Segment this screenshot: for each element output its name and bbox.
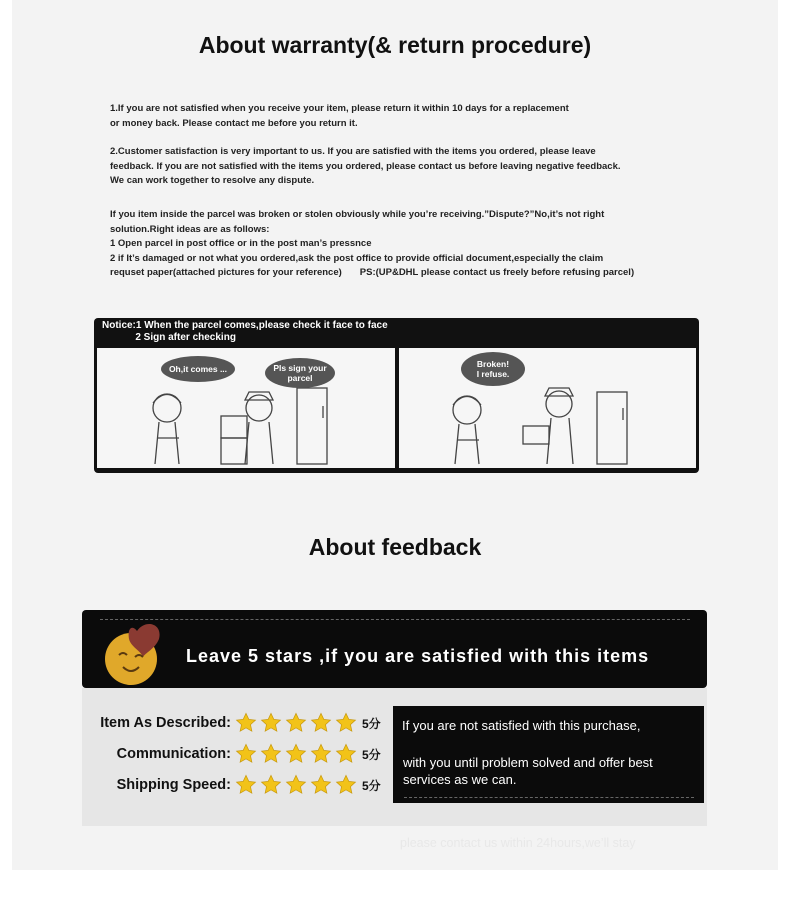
ghost-text: please contact us within 24hours,we’ll stay bbox=[400, 836, 636, 850]
speech-bubble-refuse: Broken! I refuse. bbox=[461, 352, 525, 386]
star-icon bbox=[260, 743, 282, 765]
star-icon bbox=[260, 774, 282, 796]
star-icon bbox=[235, 774, 257, 796]
banner-divider bbox=[100, 619, 690, 620]
star-icon bbox=[285, 712, 307, 734]
star-icon bbox=[285, 774, 307, 796]
comic-panel-refuse bbox=[399, 348, 696, 468]
star-icon bbox=[310, 774, 332, 796]
star-icon bbox=[310, 712, 332, 734]
warranty-paragraph-2: 2.Customer satisfaction is very important to us. If you are satisfied with the items you ordered, please leave feedback. If you are not satisfied with the items you ordered, please contact us before leaving negative feedback. We can work together to resolve any dispute. bbox=[110, 146, 621, 186]
rating-row bbox=[86, 712, 381, 734]
star-icon bbox=[335, 712, 357, 734]
rating-row bbox=[86, 774, 381, 796]
message-divider bbox=[404, 797, 694, 798]
message-line-1: If you are not satisfied with this purchase, bbox=[402, 718, 641, 733]
rating-row bbox=[86, 743, 381, 765]
notice-text: Notice:1 When the parcel comes,please check it face to face 2 Sign after checking bbox=[102, 320, 388, 343]
warranty-paragraph-3 bbox=[110, 208, 710, 281]
warranty-paragraph-1: 1.If you are not satisfied when you receive your item, please return it within 10 days for a replacement or money back. Please contact me before you return it. bbox=[110, 103, 569, 129]
rating-score: 5分 bbox=[362, 747, 381, 762]
message-line-2: with you until problem solved and offer best services as we can. bbox=[403, 755, 653, 787]
sign-scene-illustration bbox=[97, 348, 395, 468]
rating-score: 5分 bbox=[362, 716, 381, 731]
star-icon bbox=[260, 712, 282, 734]
star-icon bbox=[310, 743, 332, 765]
refuse-scene-illustration bbox=[399, 348, 696, 468]
feedback-banner-text: Leave 5 stars ,if you are satisfied with this items bbox=[186, 646, 650, 666]
rating-score: 5分 bbox=[362, 778, 381, 793]
notice-comic-strip bbox=[94, 318, 699, 473]
speech-bubble-it-comes: Oh,it comes ... bbox=[161, 356, 235, 382]
feedback-title: About feedback bbox=[308, 534, 482, 560]
comic-panel-sign bbox=[97, 348, 395, 468]
star-icon bbox=[285, 743, 307, 765]
rating-label: Shipping Speed: bbox=[116, 777, 231, 793]
star-icon bbox=[235, 743, 257, 765]
rating-label: Communication: bbox=[116, 746, 231, 762]
heart-emoji-icon bbox=[97, 617, 179, 697]
ps-note: PS:(UP&DHL please contact us freely before refusing parcel) bbox=[359, 267, 635, 278]
star-icon bbox=[335, 743, 357, 765]
speech-bubble-sign: Pls sign your parcel bbox=[265, 358, 335, 388]
warranty-paragraph-3-text: If you item inside the parcel was broken or stolen obviously while you’re receiving.”Dispute?”No,it’s not right solution.Right ideas are as follows: 1 Open parcel in post office or in the post man’s pressnce 2 if It’s damaged or not what you ordered,ask the post office to provide official document,especially the claim requset paper(attached pictures for your reference) bbox=[110, 209, 605, 278]
warranty-title: About warranty(& return procedure) bbox=[198, 32, 592, 58]
rating-label: Item As Described: bbox=[100, 715, 231, 731]
star-icon bbox=[335, 774, 357, 796]
star-icon bbox=[235, 712, 257, 734]
